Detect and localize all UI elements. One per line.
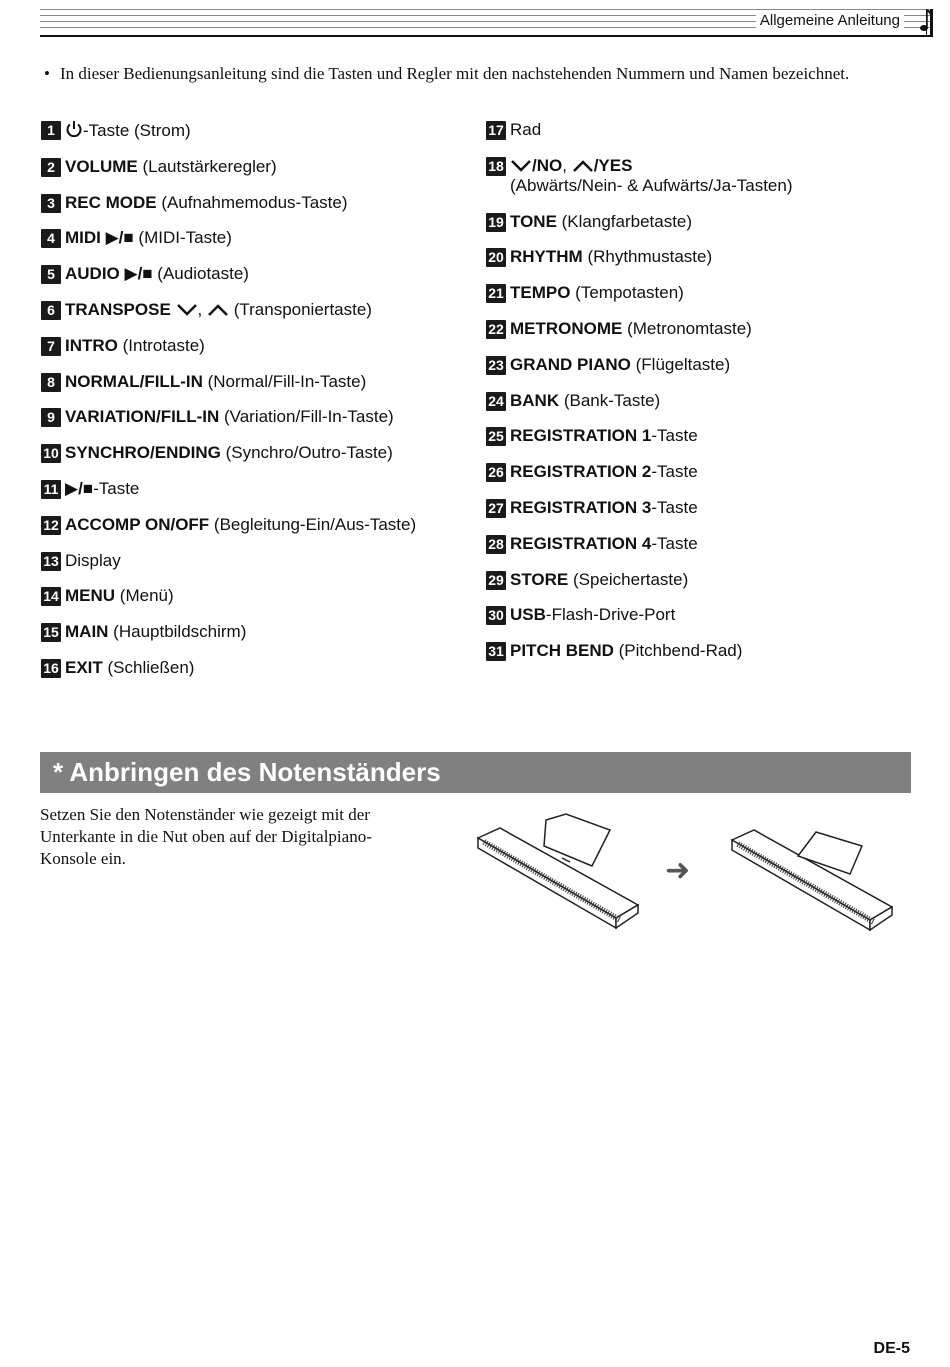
- legend-item: [41, 407, 471, 427]
- piano-with-stand-before: [478, 814, 638, 928]
- item-label: BANK (Bank-Taste): [510, 390, 661, 410]
- item-label: /NO, /YES (Abwärts/Nein- & Aufwärts/Ja-Tasten): [510, 155, 793, 195]
- power-icon: [65, 120, 83, 138]
- item-number-badge: 15: [41, 623, 61, 642]
- music-stand-illustration: [470, 810, 910, 945]
- item-label: EXIT (Schließen): [65, 657, 195, 677]
- item-number-badge: 24: [486, 392, 506, 411]
- svg-text:➜: ➜: [665, 854, 691, 887]
- chevron-up-icon: [207, 303, 229, 317]
- legend-item: [486, 534, 926, 554]
- item-label: REGISTRATION 3-Taste: [510, 497, 698, 517]
- item-number-badge: 17: [486, 121, 506, 140]
- legend-item: [41, 157, 471, 177]
- piano-with-stand-after: [732, 830, 892, 930]
- item-label: VOLUME (Lautstärkeregler): [65, 156, 277, 176]
- item-label: SYNCHRO/ENDING (Synchro/Outro-Taste): [65, 443, 393, 463]
- item-number-badge: 28: [486, 535, 506, 554]
- item-number-badge: 29: [486, 571, 506, 590]
- intro-text: In dieser Bedienungsanleitung sind die Tasten und Regler mit den nachstehenden Nummern und Namen bezeichnet.: [60, 64, 850, 83]
- legend-item: [486, 156, 926, 196]
- legend-item: [41, 515, 471, 535]
- legend-item: [41, 658, 471, 678]
- item-label: MENU (Menü): [65, 586, 174, 606]
- item-label: TEMPO (Tempotasten): [510, 283, 684, 303]
- legend-item: [41, 193, 471, 213]
- item-label: ▶/■-Taste: [65, 478, 140, 498]
- item-number-badge: 1: [41, 121, 61, 140]
- legend-item: [41, 586, 471, 606]
- legend-item: [486, 355, 926, 375]
- legend-item: [41, 551, 471, 571]
- legend-right-column: [486, 120, 926, 677]
- legend-item: [486, 212, 926, 232]
- item-label: ACCOMP ON/OFF (Begleitung-Ein/Aus-Taste): [65, 514, 417, 534]
- item-label: METRONOME (Metronomtaste): [510, 318, 752, 338]
- legend-item: [41, 264, 471, 284]
- legend-item: [486, 247, 926, 267]
- item-number-badge: 12: [41, 516, 61, 535]
- item-number-badge: 3: [41, 194, 61, 213]
- legend-item: [486, 605, 926, 625]
- item-number-badge: 22: [486, 320, 506, 339]
- item-number-badge: 16: [41, 659, 61, 678]
- item-number-badge: 9: [41, 408, 61, 427]
- item-number-badge: 8: [41, 373, 61, 392]
- item-number-badge: 14: [41, 587, 61, 606]
- item-label: STORE (Speichertaste): [510, 569, 689, 589]
- page-number: DE-5: [873, 1340, 910, 1357]
- legend-item: [486, 120, 926, 140]
- item-label: PITCH BEND (Pitchbend-Rad): [510, 641, 743, 661]
- item-number-badge: 5: [41, 265, 61, 284]
- item-label: RHYTHM (Rhythmustaste): [510, 247, 713, 267]
- item-label: TRANSPOSE , (Transponiertaste): [65, 299, 372, 319]
- item-number-badge: 19: [486, 213, 506, 232]
- item-number-badge: 18: [486, 157, 506, 176]
- item-number-badge: 30: [486, 606, 506, 625]
- item-number-badge: 6: [41, 301, 61, 320]
- section-header: [40, 752, 911, 793]
- intro-paragraph: [44, 63, 884, 84]
- item-number-badge: 13: [41, 552, 61, 571]
- item-label: Rad: [510, 120, 542, 139]
- legend-item: [41, 372, 471, 392]
- item-number-badge: 2: [41, 158, 61, 177]
- item-number-badge: 27: [486, 499, 506, 518]
- music-note-icon: [919, 8, 933, 32]
- item-number-badge: 4: [41, 229, 61, 248]
- legend-item: [486, 641, 926, 661]
- legend-item: [486, 570, 926, 590]
- legend-item: [486, 391, 926, 411]
- legend-item: [486, 498, 926, 518]
- instruction-paragraph: Setzen Sie den Notenständer wie gezeigt mit der Unterkante in die Nut oben auf der Digitalpiano-Konsole ein.: [40, 805, 372, 868]
- legend-item: [41, 336, 471, 356]
- item-label: Display: [65, 550, 121, 570]
- chevron-down-icon: [176, 303, 198, 317]
- item-label: TONE (Klangfarbetaste): [510, 211, 693, 231]
- item-number-badge: 7: [41, 337, 61, 356]
- chevron-down-icon: [510, 159, 532, 173]
- legend-item: [41, 622, 471, 642]
- item-number-badge: 31: [486, 642, 506, 661]
- legend-item: [486, 426, 926, 446]
- item-number-badge: 11: [41, 480, 61, 499]
- bullet: •: [44, 64, 50, 83]
- item-label: REGISTRATION 2-Taste: [510, 462, 698, 482]
- item-number-badge: 23: [486, 356, 506, 375]
- item-number-badge: 20: [486, 248, 506, 267]
- legend-item: [41, 120, 471, 141]
- legend-item: [41, 228, 471, 248]
- item-label: INTRO (Introtaste): [65, 335, 205, 355]
- legend-item: [486, 462, 926, 482]
- legend-item: [486, 283, 926, 303]
- legend-item: [41, 443, 471, 463]
- item-label: GRAND PIANO (Flügeltaste): [510, 354, 731, 374]
- legend-item: [41, 300, 471, 320]
- header-title: Allgemeine Anleitung: [756, 12, 904, 29]
- item-label: MAIN (Hauptbildschirm): [65, 622, 247, 642]
- item-label: VARIATION/FILL-IN (Variation/Fill-In-Taste): [65, 407, 394, 427]
- chevron-up-icon: [572, 159, 594, 173]
- legend-item: [41, 479, 471, 499]
- section-title: * Anbringen des Notenständers: [53, 757, 441, 787]
- item-label: MIDI ▶/■ (MIDI-Taste): [65, 228, 232, 248]
- item-label: REC MODE (Aufnahmemodus-Taste): [65, 192, 348, 212]
- item-label: REGISTRATION 1-Taste: [510, 426, 698, 446]
- item-number-badge: 26: [486, 463, 506, 482]
- item-label: -Taste (Strom): [65, 120, 191, 141]
- item-label: AUDIO ▶/■ (Audiotaste): [65, 264, 249, 284]
- legend-item: [486, 319, 926, 339]
- legend-left-column: [41, 120, 471, 694]
- item-label: REGISTRATION 4-Taste: [510, 533, 698, 553]
- item-label: USB-Flash-Drive-Port: [510, 605, 676, 625]
- item-number-badge: 10: [41, 444, 61, 463]
- item-label: NORMAL/FILL-IN (Normal/Fill-In-Taste): [65, 371, 367, 391]
- item-number-badge: 21: [486, 284, 506, 303]
- item-number-badge: 25: [486, 427, 506, 446]
